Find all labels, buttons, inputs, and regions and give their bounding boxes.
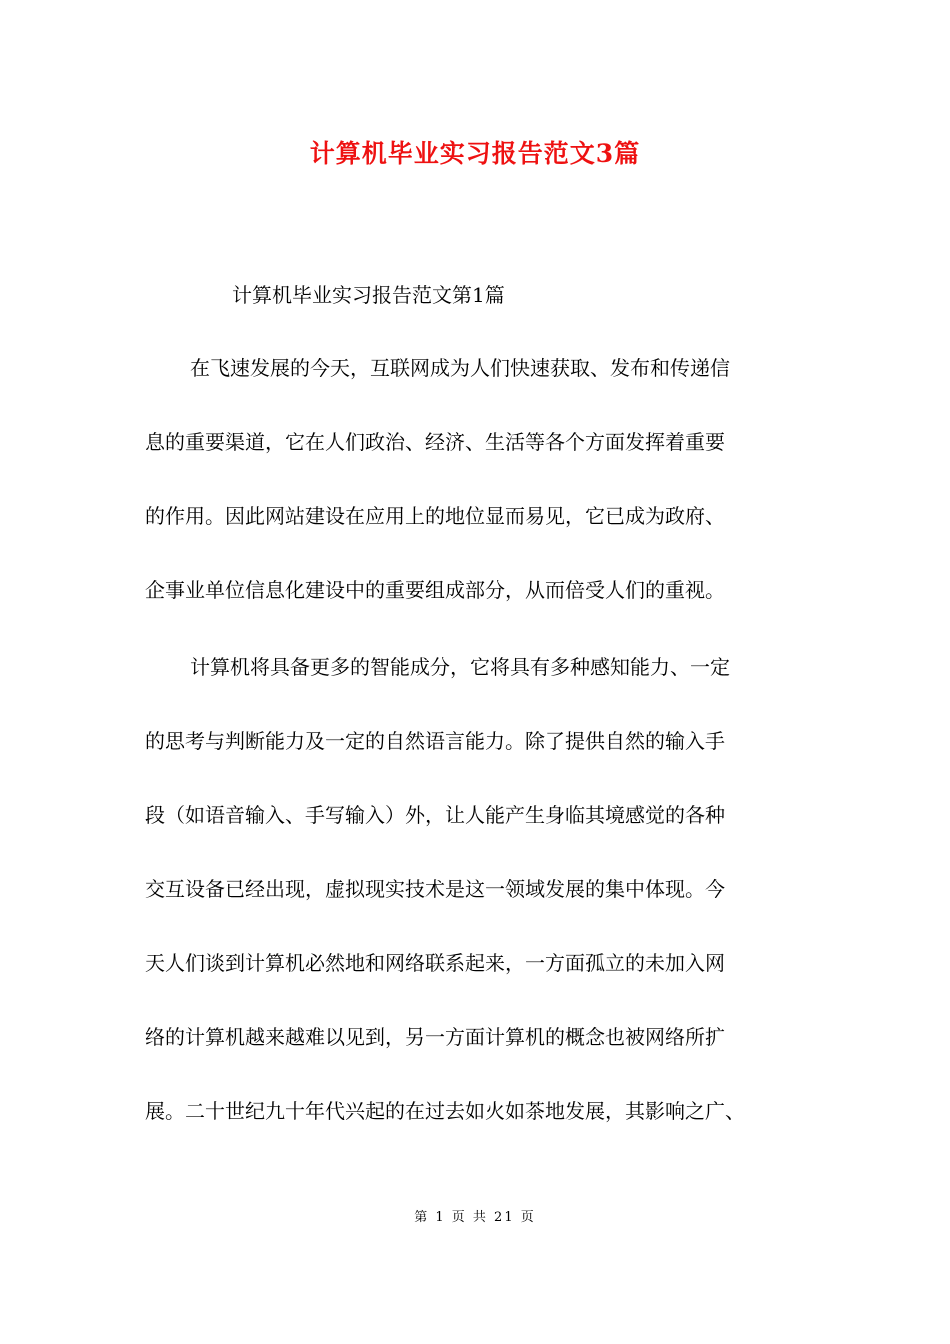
paragraph-line: 天人们谈到计算机必然地和网络联系起来，一方面孤立的未加入网 (145, 951, 725, 975)
paragraph-line: 的思考与判断能力及一定的自然语言能力。除了提供自然的输入手 (145, 729, 725, 753)
document-title: 计算机毕业实习报告范文3篇 (309, 139, 641, 168)
paragraph-line: 计算机将具备更多的智能成分，它将具有多种感知能力、一定 (190, 655, 730, 679)
paragraph-line: 企事业单位信息化建设中的重要组成部分，从而倍受人们的重视。 (145, 578, 725, 602)
paragraph-line: 段（如语音输入、手写输入）外，让人能产生身临其境感觉的各种 (145, 803, 725, 827)
page-number-footer: 第 1 页 共 21 页 (414, 1210, 536, 1225)
paragraph-line: 展。二十世纪九十年代兴起的在过去如火如茶地发展，其影响之广、 (145, 1099, 745, 1123)
paragraph-line: 在飞速发展的今天，互联网成为人们快速获取、发布和传递信 (190, 356, 730, 380)
paragraph-line: 的作用。因此网站建设在应用上的地位显而易见，它已成为政府、 (145, 504, 725, 528)
paragraph-line: 息的重要渠道，它在人们政治、经济、生活等各个方面发挥着重要 (145, 430, 725, 454)
paragraph-line: 络的计算机越来越难以见到，另一方面计算机的概念也被网络所扩 (145, 1025, 725, 1049)
paragraph-line: 交互设备已经出现，虚拟现实技术是这一领域发展的集中体现。今 (145, 877, 725, 901)
section-heading: 计算机毕业实习报告范文第1篇 (232, 283, 505, 307)
